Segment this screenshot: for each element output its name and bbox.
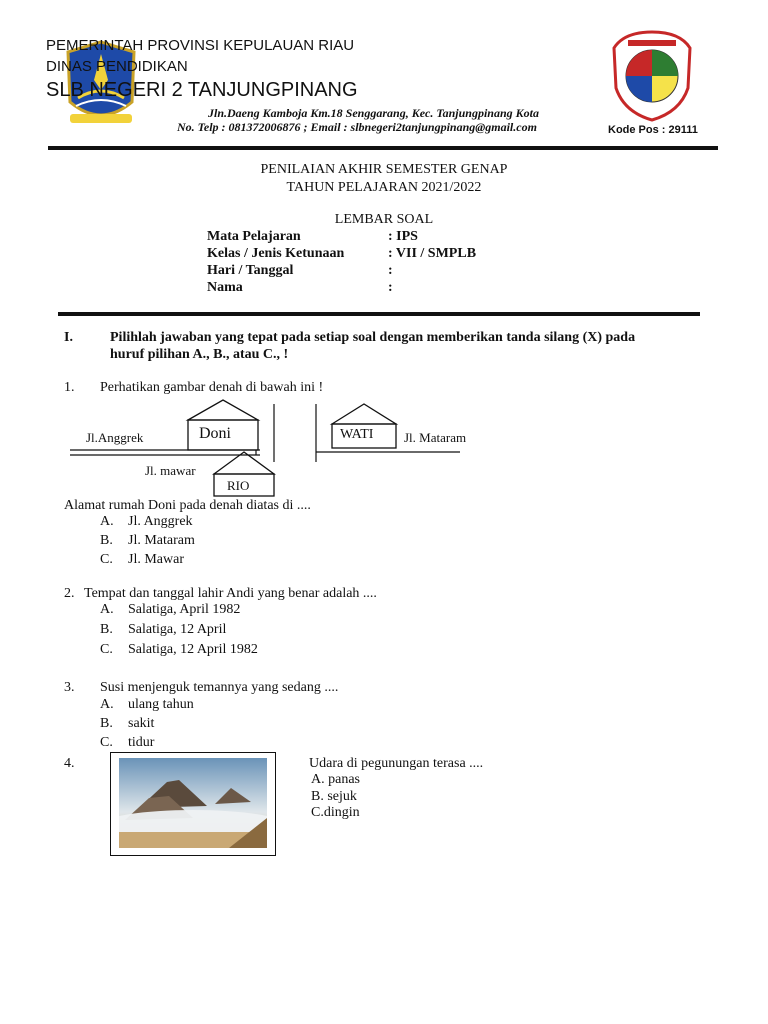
street-map [60,396,470,500]
header-school-name: SLB NEGERI 2 TANJUNGPINANG [46,79,358,101]
question-1-followup: Alamat rumah Doni pada denah diatas di .... [64,498,311,513]
q1-option-b-letter: B. [100,533,113,548]
instruction-line-2: huruf pilihan A., B., atau C., ! [110,347,289,362]
instruction-line-1: Pilihlah jawaban yang tepat pada setiap soal dengan memberikan tanda silang (X) pada [110,330,636,345]
question-1-number: 1. [64,380,75,395]
question-4-number: 4. [64,756,75,771]
exam-title: PENILAIAN AKHIR SEMESTER GENAP [260,162,508,177]
q2-option-c-text[interactable]: Salatiga, 12 April 1982 [128,642,258,657]
header-government: PEMERINTAH PROVINSI KEPULAUAN RIAU [46,37,355,54]
section-divider [58,312,700,316]
q3-option-b-text[interactable]: sakit [128,716,155,731]
header-contact: No. Telp : 081372006876 ; Email : slbnegeri2tanjungpinang@gmail.com [177,120,537,134]
q1-option-c-letter: C. [100,552,113,567]
q2-option-a-letter: A. [100,602,114,617]
question-2-number: 2. [64,586,75,601]
q4-option-c-text[interactable]: C.dingin [311,805,360,820]
exam-sheet-label: LEMBAR SOAL [334,212,434,227]
question-1-text: Perhatikan gambar denah di bawah ini ! [100,380,324,395]
field-value-subject: : IPS [388,229,418,244]
q3-option-c-text[interactable]: tidur [128,735,155,750]
school-logo [610,30,694,122]
q2-option-b-letter: B. [100,622,113,637]
section-number: I. [64,330,73,345]
map-label-wati: WATI [340,427,374,442]
q2-option-b-text[interactable]: Salatiga, 12 April [128,622,227,637]
question-3-text: Susi menjenguk temannya yang sedang .... [100,680,339,695]
header-department: DINAS PENDIDIKAN [46,58,188,75]
header-postal-code: Kode Pos : 29111 [608,124,698,136]
field-label-class: Kelas / Jenis Ketunaan [207,246,345,261]
header-address: Jln.Daeng Kamboja Km.18 Senggarang, Kec. Tanjungpinang Kota [208,106,539,120]
map-street-mataram: Jl. Mataram [404,430,467,445]
q2-option-a-text[interactable]: Salatiga, April 1982 [128,602,241,617]
map-label-doni: Doni [199,425,231,442]
field-value-class: : VII / SMPLB [388,246,477,261]
question-3-number: 3. [64,680,75,695]
q1-option-b-text[interactable]: Jl. Mataram [128,533,195,548]
exam-year: TAHUN PELAJARAN 2021/2022 [286,180,482,195]
q3-option-a-letter: A. [100,697,114,712]
map-street-mawar: Jl. mawar [145,463,196,478]
field-label-subject: Mata Pelajaran [207,229,301,244]
question-2-text: Tempat dan tanggal lahir Andi yang benar adalah .... [84,586,377,601]
map-label-rio: RIO [227,478,250,493]
field-label-name: Nama [207,280,243,295]
field-label-date: Hari / Tanggal [207,263,294,278]
q4-option-a-text[interactable]: A. panas [311,772,360,787]
q2-option-c-letter: C. [100,642,113,657]
q3-option-b-letter: B. [100,716,113,731]
q4-option-b-text[interactable]: B. sejuk [311,789,357,804]
q3-option-a-text[interactable]: ulang tahun [128,697,194,712]
field-value-date: : [388,263,393,278]
field-value-name: : [388,280,393,295]
map-street-anggrek: Jl.Anggrek [86,430,144,445]
q3-option-c-letter: C. [100,735,113,750]
q1-option-a-letter: A. [100,514,114,529]
question-4-text: Udara di pegunungan terasa .... [309,756,484,771]
header-divider [48,146,718,150]
mountain-photo [110,752,276,856]
q1-option-c-text[interactable]: Jl. Mawar [128,552,184,567]
q1-option-a-text[interactable]: Jl. Anggrek [128,514,193,529]
